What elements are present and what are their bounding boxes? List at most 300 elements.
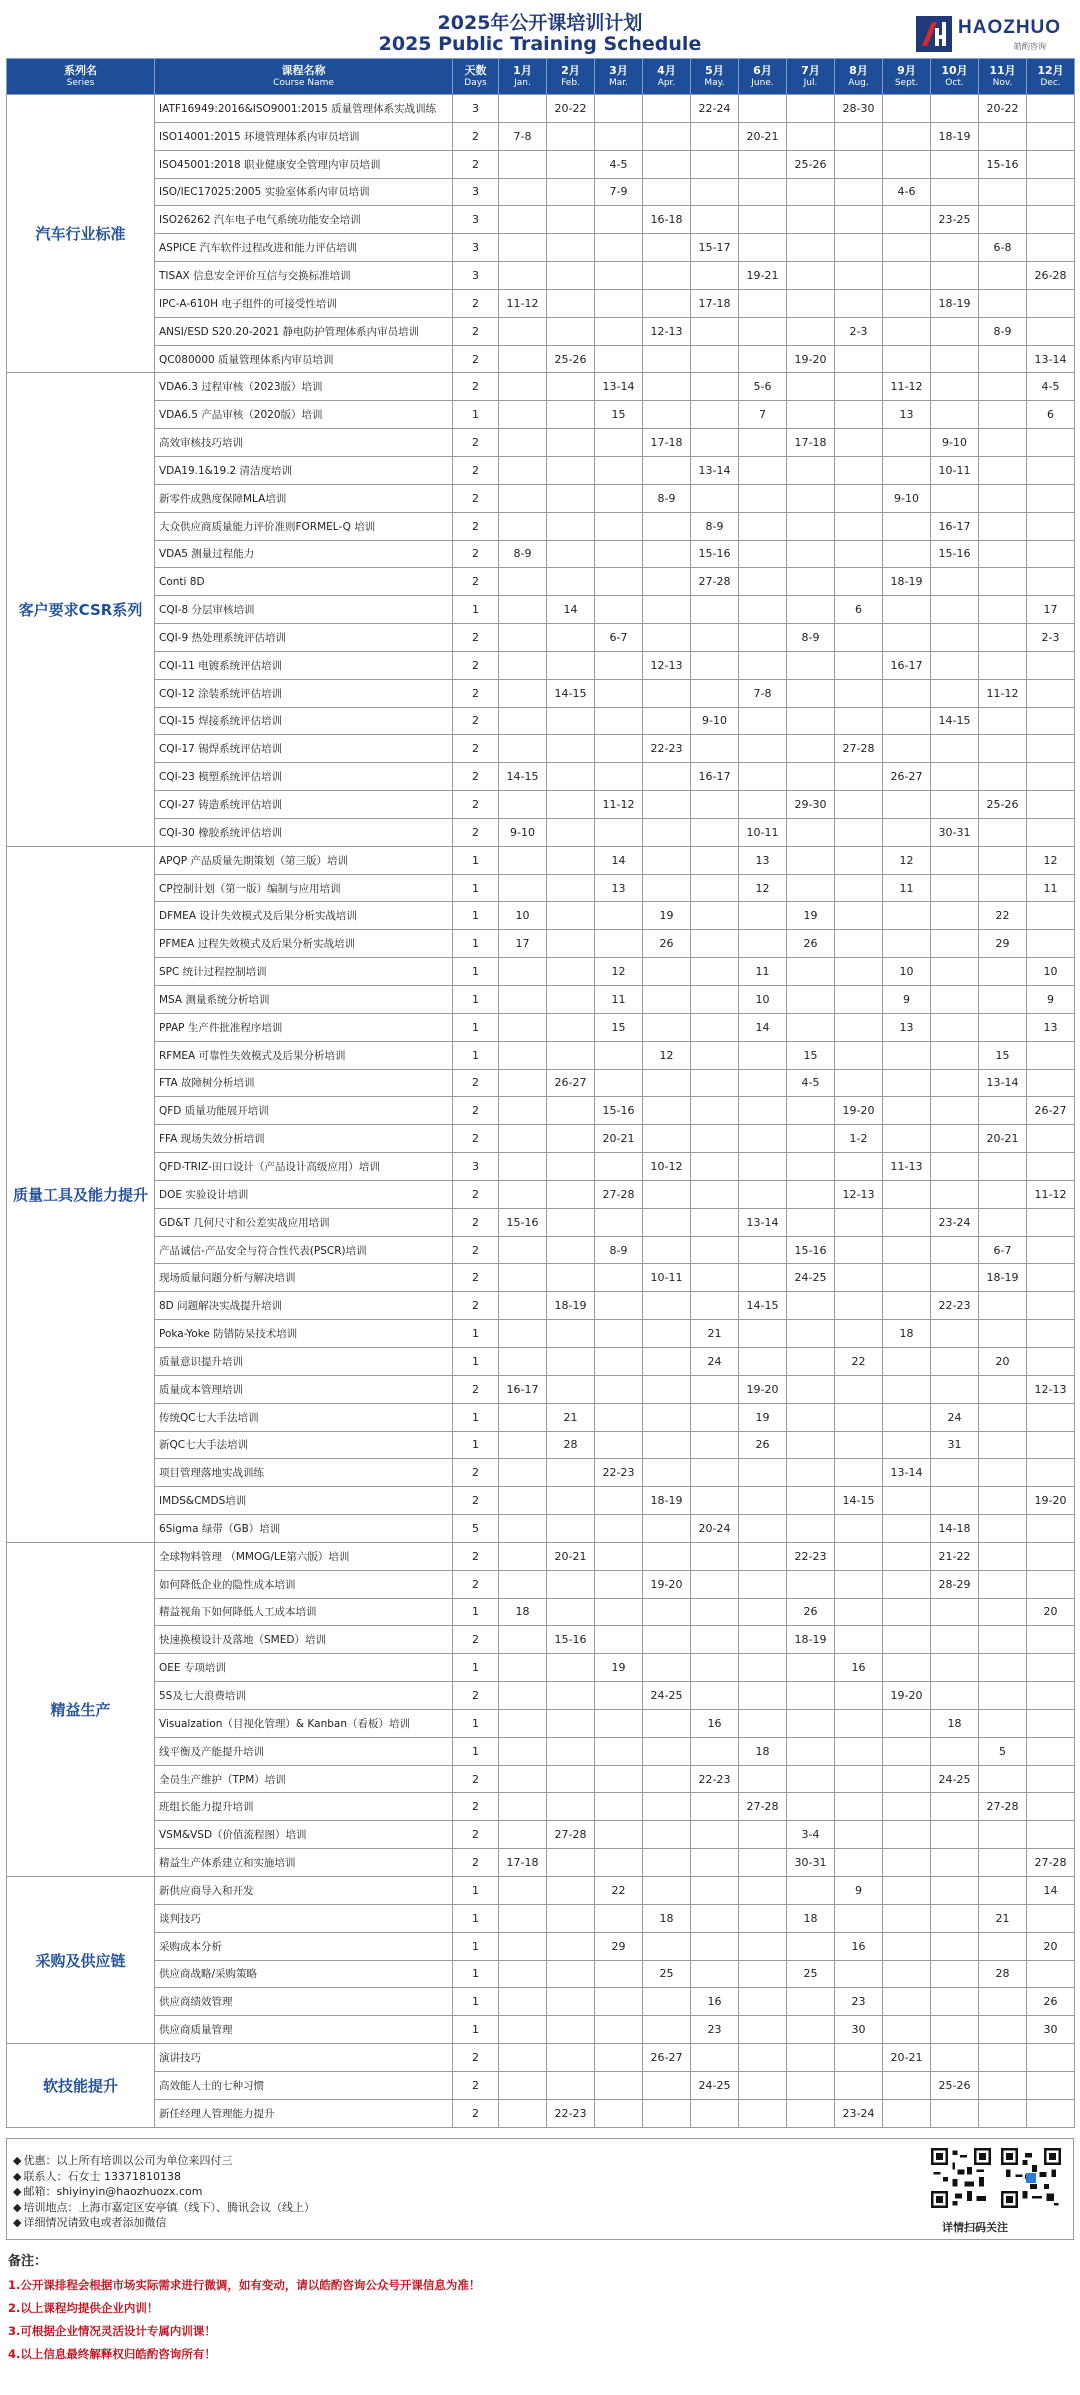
month-date-cell — [643, 1208, 691, 1236]
month-date-cell — [931, 1320, 979, 1348]
month-date-cell — [499, 1292, 547, 1320]
course-name: 新任经理人管理能力提升 — [155, 2099, 453, 2127]
month-date-cell — [595, 707, 643, 735]
month-date-cell — [931, 95, 979, 123]
month-date-cell — [499, 2099, 547, 2127]
note-item: 3.可根据企业情况灵活设计专属内训课！ — [8, 2324, 216, 2338]
month-date-cell — [739, 1654, 787, 1682]
header-month: 5月 May. — [691, 59, 739, 95]
month-date-cell — [931, 651, 979, 679]
month-date-cell — [547, 150, 595, 178]
month-date-cell — [499, 373, 547, 401]
month-date-cell — [787, 178, 835, 206]
header-month: 7月 Jul. — [787, 59, 835, 95]
month-date-cell — [499, 429, 547, 457]
month-date-cell: 8-9 — [787, 624, 835, 652]
month-date-cell — [595, 1375, 643, 1403]
course-days: 1 — [453, 1904, 499, 1932]
month-date-cell: 31 — [931, 1431, 979, 1459]
month-date-cell — [739, 1709, 787, 1737]
course-days: 1 — [453, 874, 499, 902]
month-date-cell — [787, 1347, 835, 1375]
course-name: CQI-15 焊接系统评估培训 — [155, 707, 453, 735]
month-date-cell — [547, 902, 595, 930]
course-name: GD&T 几何尺寸和公差实战应用培训 — [155, 1208, 453, 1236]
course-name: 供应商战略/采购策略 — [155, 1960, 453, 1988]
month-date-cell — [691, 986, 739, 1014]
course-days: 1 — [453, 958, 499, 986]
course-name: 精益生产体系建立和实施培训 — [155, 1849, 453, 1877]
month-date-cell: 18-19 — [931, 122, 979, 150]
month-date-cell: 11-12 — [1027, 1180, 1075, 1208]
month-date-cell — [835, 1431, 883, 1459]
month-date-cell — [787, 763, 835, 791]
course-name: CQI-23 模塑系统评估培训 — [155, 763, 453, 791]
course-days: 2 — [453, 1487, 499, 1515]
month-date-cell — [739, 484, 787, 512]
course-days: 1 — [453, 846, 499, 874]
month-date-cell — [691, 1570, 739, 1598]
month-date-cell: 8-9 — [643, 484, 691, 512]
header-month: 3月 Mar. — [595, 59, 643, 95]
table-row — [7, 2044, 1075, 2072]
month-date-cell — [499, 1403, 547, 1431]
month-date-cell — [787, 1988, 835, 2016]
month-date-cell — [739, 1904, 787, 1932]
month-date-cell — [499, 2044, 547, 2072]
course-days: 2 — [453, 763, 499, 791]
month-date-cell: 15-16 — [691, 540, 739, 568]
month-date-cell — [883, 1765, 931, 1793]
table-row — [7, 373, 1075, 401]
month-date-cell: 14 — [1027, 1877, 1075, 1905]
month-date-cell — [835, 1904, 883, 1932]
month-date-cell: 6 — [835, 596, 883, 624]
table-row — [7, 1932, 1075, 1960]
month-date-cell — [883, 1877, 931, 1905]
month-date-cell — [1027, 95, 1075, 123]
course-days: 2 — [453, 2044, 499, 2072]
course-name: 快速换模设计及落地（SMED）培训 — [155, 1626, 453, 1654]
month-date-cell — [643, 456, 691, 484]
month-date-cell: 29-30 — [787, 791, 835, 819]
month-date-cell — [1027, 1208, 1075, 1236]
month-date-cell: 7-8 — [499, 122, 547, 150]
month-date-cell — [595, 2044, 643, 2072]
month-date-cell — [595, 1041, 643, 1069]
note-item: 4.以上信息最终解释权归皓酌咨询所有！ — [8, 2347, 216, 2361]
table-row — [7, 1347, 1075, 1375]
month-date-cell — [1027, 2044, 1075, 2072]
month-date-cell — [835, 902, 883, 930]
month-date-cell — [1027, 429, 1075, 457]
month-date-cell — [739, 1153, 787, 1181]
month-date-cell: 10 — [499, 902, 547, 930]
month-date-cell — [787, 1932, 835, 1960]
month-date-cell — [883, 1264, 931, 1292]
course-days: 2 — [453, 2099, 499, 2127]
table-row — [7, 401, 1075, 429]
month-date-cell — [499, 1320, 547, 1348]
month-date-cell — [547, 1793, 595, 1821]
month-date-cell — [787, 1375, 835, 1403]
month-date-cell: 14-18 — [931, 1515, 979, 1543]
table-row — [7, 986, 1075, 1014]
month-date-cell — [643, 568, 691, 596]
month-date-cell — [499, 568, 547, 596]
month-date-cell — [787, 95, 835, 123]
month-date-cell — [787, 958, 835, 986]
month-date-cell — [739, 651, 787, 679]
month-date-cell: 20-21 — [739, 122, 787, 150]
month-date-cell — [547, 1236, 595, 1264]
month-date-cell — [739, 1960, 787, 1988]
month-date-cell: 26-28 — [1027, 262, 1075, 290]
table-row — [7, 345, 1075, 373]
month-date-cell — [739, 1125, 787, 1153]
table-row — [7, 1125, 1075, 1153]
table-row — [7, 1041, 1075, 1069]
course-days: 5 — [453, 1515, 499, 1543]
course-days: 1 — [453, 1431, 499, 1459]
header-month: 1月 Jan. — [499, 59, 547, 95]
month-date-cell — [1027, 289, 1075, 317]
month-date-cell: 4-5 — [1027, 373, 1075, 401]
course-days: 2 — [453, 150, 499, 178]
month-date-cell: 18 — [931, 1709, 979, 1737]
course-days: 2 — [453, 1097, 499, 1125]
month-date-cell — [739, 1264, 787, 1292]
month-date-cell — [883, 1431, 931, 1459]
month-date-cell: 27-28 — [595, 1180, 643, 1208]
month-date-cell: 30 — [1027, 2016, 1075, 2044]
month-date-cell — [979, 1292, 1027, 1320]
month-date-cell — [499, 735, 547, 763]
month-date-cell — [739, 178, 787, 206]
course-name: FFA 现场失效分析培训 — [155, 1125, 453, 1153]
month-date-cell — [643, 763, 691, 791]
month-date-cell — [547, 484, 595, 512]
table-row — [7, 1542, 1075, 1570]
month-date-cell — [835, 512, 883, 540]
month-date-cell — [643, 2016, 691, 2044]
table-row — [7, 1849, 1075, 1877]
month-date-cell — [595, 1765, 643, 1793]
month-date-cell — [979, 1932, 1027, 1960]
month-date-cell — [1027, 1459, 1075, 1487]
month-date-cell: 19-20 — [883, 1682, 931, 1710]
course-days: 1 — [453, 2016, 499, 2044]
month-date-cell — [595, 1542, 643, 1570]
month-date-cell — [835, 1264, 883, 1292]
month-date-cell — [883, 262, 931, 290]
month-date-cell — [643, 1180, 691, 1208]
month-date-cell — [883, 1654, 931, 1682]
course-name: IMDS&CMDS培训 — [155, 1487, 453, 1515]
course-days: 3 — [453, 234, 499, 262]
month-date-cell — [835, 1793, 883, 1821]
table-row — [7, 456, 1075, 484]
table-row — [7, 846, 1075, 874]
month-date-cell — [691, 317, 739, 345]
month-date-cell: 27-28 — [691, 568, 739, 596]
month-date-cell — [643, 1431, 691, 1459]
month-date-cell: 8-9 — [691, 512, 739, 540]
month-date-cell: 18-19 — [931, 289, 979, 317]
month-date-cell: 29 — [595, 1932, 643, 1960]
month-date-cell — [979, 1431, 1027, 1459]
month-date-cell — [595, 1960, 643, 1988]
table-row — [7, 1570, 1075, 1598]
month-date-cell — [883, 1403, 931, 1431]
note-item: 1.公开课排程会根据市场实际需求进行微调，如有变动，请以皓酌咨询公众号开课信息为准！ — [8, 2278, 481, 2292]
month-date-cell — [931, 930, 979, 958]
month-date-cell: 17-18 — [499, 1849, 547, 1877]
month-date-cell — [595, 902, 643, 930]
table-row — [7, 178, 1075, 206]
month-date-cell — [931, 1821, 979, 1849]
table-row — [7, 429, 1075, 457]
month-date-cell — [931, 1069, 979, 1097]
month-date-cell — [1027, 122, 1075, 150]
month-date-cell: 18 — [787, 1904, 835, 1932]
course-days: 2 — [453, 1375, 499, 1403]
month-date-cell: 18-19 — [979, 1264, 1027, 1292]
month-date-cell — [1027, 1682, 1075, 1710]
month-date-cell: 19-20 — [1027, 1487, 1075, 1515]
month-date-cell — [883, 1960, 931, 1988]
month-date-cell — [1027, 1431, 1075, 1459]
month-date-cell: 23-24 — [931, 1208, 979, 1236]
month-date-cell — [739, 1932, 787, 1960]
month-date-cell — [979, 2071, 1027, 2099]
month-date-cell — [739, 1069, 787, 1097]
month-date-cell — [1027, 707, 1075, 735]
month-date-cell — [547, 1765, 595, 1793]
month-date-cell — [883, 624, 931, 652]
month-date-cell: 21 — [691, 1320, 739, 1348]
month-date-cell — [1027, 1041, 1075, 1069]
course-name: VDA6.3 过程审核（2023版）培训 — [155, 373, 453, 401]
month-date-cell — [499, 1542, 547, 1570]
month-date-cell — [835, 568, 883, 596]
month-date-cell — [691, 1069, 739, 1097]
month-date-cell: 11 — [595, 986, 643, 1014]
month-date-cell — [1027, 651, 1075, 679]
month-date-cell — [499, 1904, 547, 1932]
month-date-cell — [835, 1013, 883, 1041]
schedule-body — [7, 95, 1075, 2128]
header-month: 4月 Apr. — [643, 59, 691, 95]
month-date-cell — [883, 456, 931, 484]
table-row — [7, 596, 1075, 624]
month-date-cell — [979, 624, 1027, 652]
month-date-cell — [499, 958, 547, 986]
month-date-cell — [739, 1459, 787, 1487]
table-row — [7, 930, 1075, 958]
month-date-cell: 19 — [787, 902, 835, 930]
month-date-cell — [979, 2099, 1027, 2127]
month-date-cell — [979, 1626, 1027, 1654]
course-days: 2 — [453, 679, 499, 707]
month-date-cell: 23 — [691, 2016, 739, 2044]
month-date-cell: 19 — [739, 1403, 787, 1431]
month-date-cell — [1027, 1793, 1075, 1821]
course-days: 2 — [453, 540, 499, 568]
month-date-cell — [547, 512, 595, 540]
month-date-cell — [787, 651, 835, 679]
month-date-cell — [835, 1459, 883, 1487]
month-date-cell: 22-23 — [547, 2099, 595, 2127]
month-date-cell — [979, 874, 1027, 902]
month-date-cell — [835, 1375, 883, 1403]
month-date-cell — [1027, 1960, 1075, 1988]
month-date-cell — [979, 2016, 1027, 2044]
course-days: 2 — [453, 735, 499, 763]
month-date-cell — [643, 1877, 691, 1905]
month-date-cell — [1027, 1737, 1075, 1765]
month-date-cell: 18-19 — [787, 1626, 835, 1654]
month-date-cell — [547, 540, 595, 568]
course-name: 新供应商导入和开发 — [155, 1877, 453, 1905]
table-row — [7, 818, 1075, 846]
month-date-cell — [691, 651, 739, 679]
contact-line: ◆ 邮箱：shiyinyin@haozhuozx.com — [13, 2184, 315, 2200]
month-date-cell — [883, 1097, 931, 1125]
table-row — [7, 1375, 1075, 1403]
course-days: 3 — [453, 206, 499, 234]
course-days: 1 — [453, 1598, 499, 1626]
month-date-cell — [1027, 1292, 1075, 1320]
month-date-cell — [547, 234, 595, 262]
month-date-cell — [1027, 1821, 1075, 1849]
month-date-cell — [979, 122, 1027, 150]
table-row — [7, 874, 1075, 902]
month-date-cell — [643, 624, 691, 652]
month-date-cell: 27-28 — [1027, 1849, 1075, 1877]
month-date-cell — [979, 345, 1027, 373]
month-date-cell: 20-22 — [979, 95, 1027, 123]
month-date-cell — [1027, 1654, 1075, 1682]
course-name: QFD 质量功能展开培训 — [155, 1097, 453, 1125]
logo-name: HAOZHUO — [958, 17, 1062, 38]
month-date-cell — [979, 1821, 1027, 1849]
month-date-cell — [931, 679, 979, 707]
month-date-cell: 13 — [883, 1013, 931, 1041]
month-date-cell — [691, 1431, 739, 1459]
month-date-cell — [595, 1682, 643, 1710]
month-date-cell — [691, 1821, 739, 1849]
course-days: 1 — [453, 986, 499, 1014]
table-row — [7, 2099, 1075, 2127]
month-date-cell — [547, 930, 595, 958]
course-name: Poka-Yoke 防错防呆技术培训 — [155, 1320, 453, 1348]
course-days: 2 — [453, 818, 499, 846]
month-date-cell — [883, 902, 931, 930]
month-date-cell — [835, 1849, 883, 1877]
month-date-cell — [499, 986, 547, 1014]
month-date-cell — [883, 1515, 931, 1543]
month-date-cell — [595, 651, 643, 679]
course-name: 6Sigma 绿带（GB）培训 — [155, 1515, 453, 1543]
month-date-cell — [835, 651, 883, 679]
month-date-cell: 16-18 — [643, 206, 691, 234]
month-date-cell — [739, 540, 787, 568]
month-date-cell — [691, 178, 739, 206]
month-date-cell — [691, 1682, 739, 1710]
month-date-cell — [979, 1654, 1027, 1682]
course-name: FTA 故障树分析培训 — [155, 1069, 453, 1097]
month-date-cell — [979, 1459, 1027, 1487]
month-date-cell — [547, 1375, 595, 1403]
month-date-cell: 16 — [691, 1709, 739, 1737]
qr-code-icon — [1001, 2147, 1061, 2209]
month-date-cell — [547, 1515, 595, 1543]
month-date-cell — [547, 1097, 595, 1125]
month-date-cell: 10 — [739, 986, 787, 1014]
month-date-cell — [499, 1626, 547, 1654]
month-date-cell — [1027, 206, 1075, 234]
table-row — [7, 1821, 1075, 1849]
month-date-cell — [883, 1208, 931, 1236]
month-date-cell: 15-17 — [691, 234, 739, 262]
table-row — [7, 540, 1075, 568]
table-row — [7, 1459, 1075, 1487]
month-date-cell — [1027, 568, 1075, 596]
month-date-cell — [595, 1598, 643, 1626]
month-date-cell — [595, 1264, 643, 1292]
month-date-cell: 17-18 — [643, 429, 691, 457]
month-date-cell — [691, 1041, 739, 1069]
course-name: CQI-27 铸造系统评估培训 — [155, 791, 453, 819]
month-date-cell — [547, 1960, 595, 1988]
month-date-cell — [499, 150, 547, 178]
table-row — [7, 1097, 1075, 1125]
month-date-cell — [499, 1069, 547, 1097]
month-date-cell — [1027, 1264, 1075, 1292]
month-date-cell — [787, 122, 835, 150]
month-date-cell — [643, 1459, 691, 1487]
month-date-cell — [643, 1013, 691, 1041]
month-date-cell — [643, 1069, 691, 1097]
month-date-cell — [547, 1904, 595, 1932]
month-date-cell — [931, 735, 979, 763]
table-row — [7, 1598, 1075, 1626]
month-date-cell — [595, 317, 643, 345]
month-date-cell — [547, 1153, 595, 1181]
month-date-cell — [835, 1765, 883, 1793]
month-date-cell — [1027, 1709, 1075, 1737]
table-row — [7, 624, 1075, 652]
month-date-cell — [547, 1570, 595, 1598]
month-date-cell — [835, 234, 883, 262]
month-date-cell — [499, 512, 547, 540]
month-date-cell — [499, 2016, 547, 2044]
month-date-cell — [643, 2099, 691, 2127]
month-date-cell — [787, 317, 835, 345]
month-date-cell — [691, 1097, 739, 1125]
month-date-cell — [547, 122, 595, 150]
month-date-cell — [691, 2044, 739, 2072]
month-date-cell — [979, 1570, 1027, 1598]
course-name: CQI-12 涂装系统评估培训 — [155, 679, 453, 707]
month-date-cell — [739, 1542, 787, 1570]
course-days: 1 — [453, 1403, 499, 1431]
month-date-cell — [787, 818, 835, 846]
table-row — [7, 1988, 1075, 2016]
table-row — [7, 568, 1075, 596]
month-date-cell: 22 — [595, 1877, 643, 1905]
